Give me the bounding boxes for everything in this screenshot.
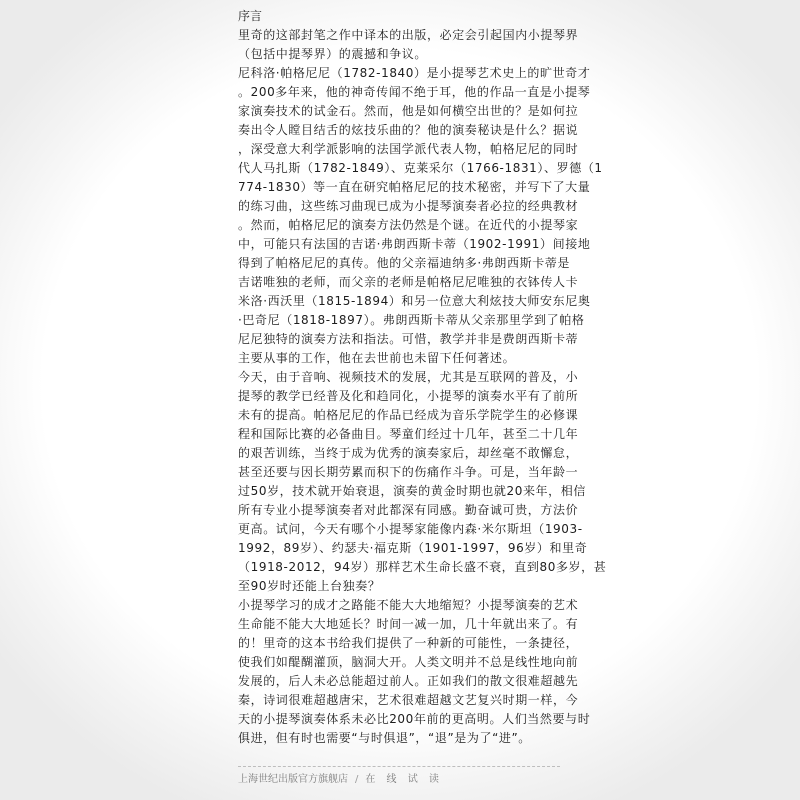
text-line: 里奇的这部封笔之作中译本的出版，必定会引起国内小提琴界 (238, 28, 579, 42)
text-line: 尼尼独特的演奏方法和指法。可惜，教学并非是费朗西斯卡蒂 (238, 332, 579, 346)
text-line: 的！里奇的这本书给我们提供了一种新的可能性，一条捷径， (238, 636, 579, 650)
text-line: 更高。试问，今天有哪个小提琴家能像内森·米尔斯坦（1903- (238, 522, 583, 536)
text-line: 中，可能只有法国的吉诺·弗朗西斯卡蒂（1902-1991）间接地 (238, 237, 591, 251)
footer-divider (238, 766, 560, 767)
text-line: 所有专业小提琴演奏者对此都深有同感。勤奋诚可贵，方法价 (238, 503, 579, 517)
text-line: （1918-2012，94岁）那样艺术生命长盛不衰，直到80多岁，甚 (238, 560, 607, 574)
text-line: 天的小提琴演奏体系未必比200年前的更高明。人们当然要与时 (238, 712, 591, 726)
text-line: 家演奏技术的试金石。然而，他是如何横空出世的？是如何拉 (238, 104, 579, 118)
text-line: 尼科洛·帕格尼尼（1782-1840）是小提琴艺术史上的旷世奇才 (238, 66, 591, 80)
text-line: 主要从事的工作，他在去世前也未留下任何著述。 (238, 351, 516, 365)
footer-separator: / (355, 774, 359, 785)
text-line: 小提琴学习的成才之路能不能大大地缩短？小提琴演奏的艺术 (238, 598, 579, 612)
text-line: 俱进，但有时也需要“与时俱退”，“退”是为了“进”。 (238, 731, 531, 745)
text-line: 程和国际比赛的必备曲目。琴童们经过十几年，甚至二十几年 (238, 427, 579, 441)
text-line: 1992，89岁）、约瑟夫·福克斯（1901-1997，96岁）和里奇 (238, 541, 588, 555)
text-line: 生命能不能大大地延长？时间一减一加，几十年就出来了。有 (238, 617, 579, 631)
text-line: 至90岁时还能上台独奏？ (238, 579, 381, 593)
document-body (238, 8, 607, 748)
text-line: 甚至还要与因长期劳累而积下的伤痛作斗争。可是，当年龄一 (238, 465, 579, 479)
text-line: 奏出令人瞠目结舌的炫技乐曲的？他的演奏秘诀是什么？据说 (238, 123, 579, 137)
text-line: ，深受意大利学派影响的法国学派代表人物，帕格尼尼的同时 (238, 142, 579, 156)
text-line: 米洛·西沃里（1815-1894）和另一位意大利炫技大师安东尼奥 (238, 294, 591, 308)
text-line: 过50岁，技术就开始衰退，演奏的黄金时期也就20来年，相信 (238, 484, 586, 498)
text-line: 使我们如醍醐灌顶，脑洞大开。人类文明并不总是线性地向前 (238, 655, 579, 669)
publisher-link[interactable]: 上海世纪出版官方旗舰店 (238, 774, 348, 785)
text-line: 。200多年来，他的神奇传闻不绝于耳，他的作品一直是小提琴 (238, 85, 591, 99)
text-line: （包括中提琴界）的震撼和争议。 (238, 47, 428, 61)
text-line: 的艰苦训练，当终于成为优秀的演奏家后，却丝毫不敢懈怠， (238, 446, 579, 460)
text-line: 的练习曲，这些练习曲现已成为小提琴演奏者必拉的经典教材 (238, 199, 579, 213)
text-line: 未有的提高。帕格尼尼的作品已经成为音乐学院学生的必修课 (238, 408, 579, 422)
read-online-link[interactable]: 在 线 试 读 (365, 774, 443, 785)
footer (238, 773, 443, 787)
text-line: 代人马扎斯（1782-1849）、克莱采尔（1766-1831）、罗德（1 (238, 161, 603, 175)
text-line: 提琴的教学已经普及化和趋同化，小提琴的演奏水平有了前所 (238, 389, 579, 403)
text-line: 。然而，帕格尼尼的演奏方法仍然是个谜。在近代的小提琴家 (238, 218, 579, 232)
text-line: 吉诺唯独的老师，而父亲的老师是帕格尼尼唯独的衣钵传人卡 (238, 275, 579, 289)
text-line: 今天，由于音响、视频技术的发展，尤其是互联网的普及，小 (238, 370, 579, 384)
document-text (238, 26, 607, 748)
text-line: ·巴奇尼（1818-1897）。弗朗西斯卡蒂从父亲那里学到了帕格 (238, 313, 585, 327)
document-title: 序言 (238, 9, 263, 23)
text-line: 发展的，后人未必总能超过前人。正如我们的散文很难超越先 (238, 674, 579, 688)
text-line: 得到了帕格尼尼的真传。他的父亲福迪纳多·弗朗西斯卡蒂是 (238, 256, 571, 270)
text-line: 774-1830）等一直在研究帕格尼尼的技术秘密，并写下了大量 (238, 180, 591, 194)
text-line: 秦，诗词很难超越唐宋，艺术很难超越文艺复兴时期一样，今 (238, 693, 579, 707)
